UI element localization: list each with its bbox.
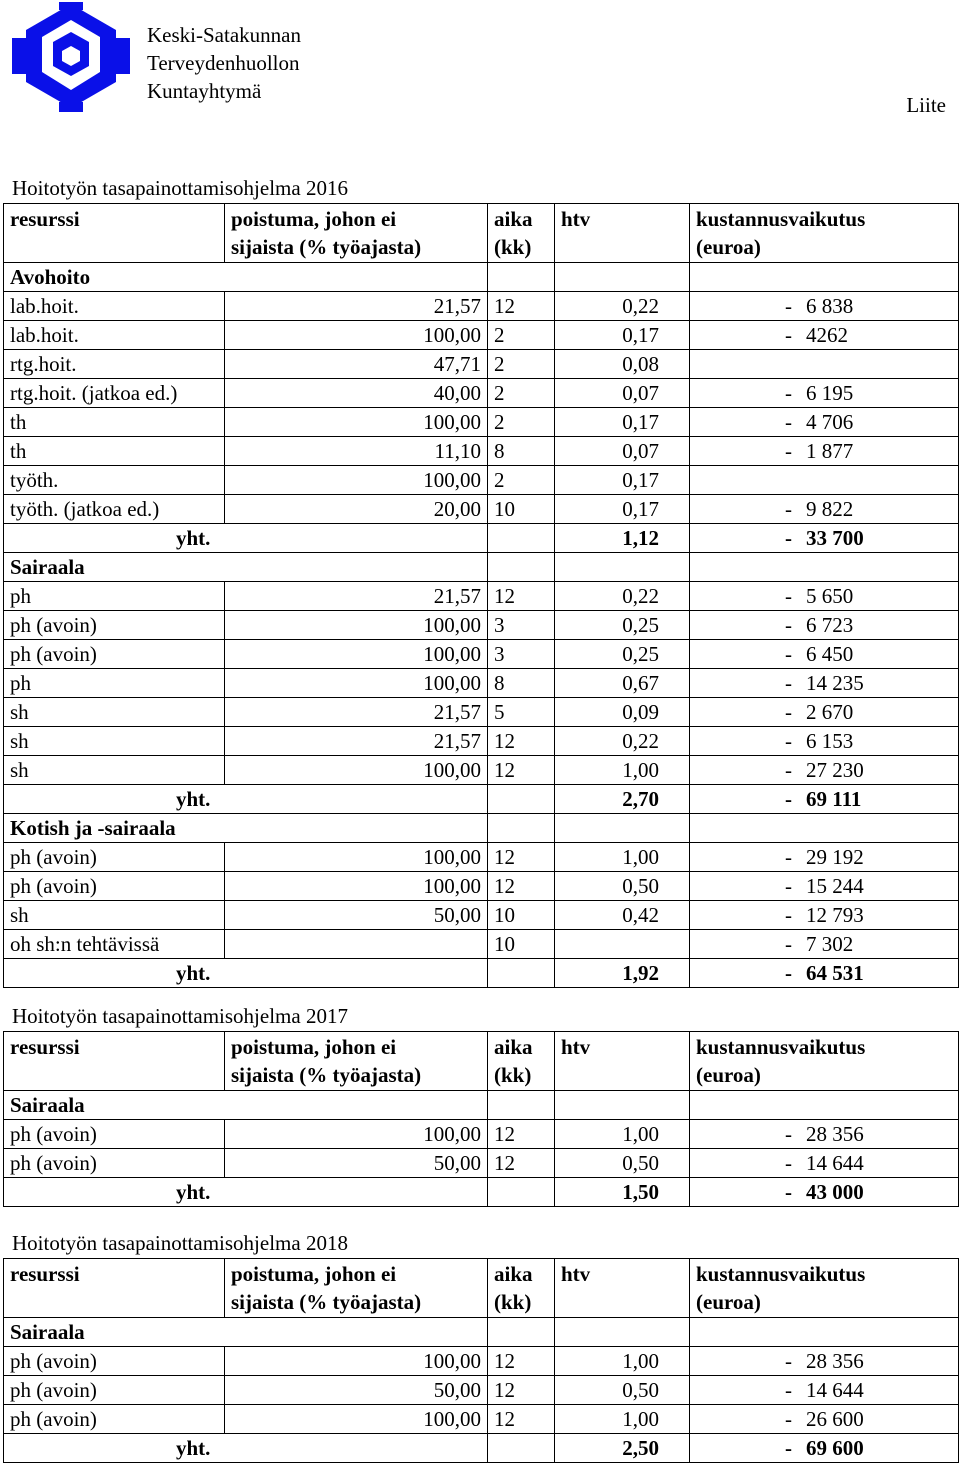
absence-pct-cell: 100,00 [225, 1347, 488, 1376]
group-row [4, 1318, 959, 1347]
cost-cell [690, 1434, 959, 1463]
resource-cell: th [4, 437, 225, 466]
cost-sign: - [785, 1180, 792, 1204]
empty-cell [488, 1434, 555, 1463]
table-row [4, 872, 959, 901]
absence-pct-cell: 100,00 [225, 756, 488, 785]
cost-cell [690, 582, 959, 611]
resource-cell: sh [4, 901, 225, 930]
cost-amount: 6 450 [806, 642, 854, 666]
absence-pct-cell: 47,71 [225, 350, 488, 379]
cost-cell [690, 669, 959, 698]
table-row [4, 1405, 959, 1434]
cost-amount: 69 111 [806, 787, 862, 811]
resource-cell: rtg.hoit. [4, 350, 225, 379]
cost-amount: 6 153 [806, 729, 854, 753]
cost-cell [690, 1178, 959, 1207]
total-label: yht. [4, 524, 488, 553]
cost-amount: 26 600 [806, 1407, 864, 1431]
months-cell: 10 [488, 930, 555, 959]
cost-cell [690, 495, 959, 524]
header-resource: resurssi [4, 1259, 225, 1318]
resource-cell: lab.hoit. [4, 321, 225, 350]
resource-cell: sh [4, 698, 225, 727]
cost-cell [690, 466, 959, 495]
htv-cell: 1,00 [555, 1405, 690, 1434]
cost-sign: - [785, 410, 792, 434]
cost-cell [690, 321, 959, 350]
cost-cell [690, 727, 959, 756]
cost-amount: 6 838 [806, 294, 854, 318]
months-cell: 12 [488, 1149, 555, 1178]
section-title: Hoitotyön tasapainottamisohjelma 2017 [12, 1004, 348, 1028]
table-row [4, 756, 959, 785]
htv-cell: 0,09 [555, 698, 690, 727]
cost-table [3, 1258, 959, 1463]
resource-cell: ph (avoin) [4, 1405, 225, 1434]
group-row [4, 263, 959, 292]
absence-pct-cell: 100,00 [225, 872, 488, 901]
absence-pct-cell: 21,57 [225, 582, 488, 611]
empty-cell [690, 553, 959, 582]
cost-cell [690, 959, 959, 988]
resource-cell: sh [4, 756, 225, 785]
months-cell: 8 [488, 669, 555, 698]
empty-cell [555, 1091, 690, 1120]
table-row [4, 901, 959, 930]
htv-cell: 0,07 [555, 437, 690, 466]
cost-cell [690, 408, 959, 437]
total-label: yht. [4, 1434, 488, 1463]
cost-amount: 14 235 [806, 671, 864, 695]
months-cell: 10 [488, 495, 555, 524]
total-htv: 2,70 [555, 785, 690, 814]
cost-cell [690, 1347, 959, 1376]
total-htv: 1,50 [555, 1178, 690, 1207]
cost-cell [690, 930, 959, 959]
resource-cell: työth. [4, 466, 225, 495]
absence-pct-cell: 100,00 [225, 669, 488, 698]
months-cell: 3 [488, 611, 555, 640]
header-cost: kustannusvaikutus (euroa) [690, 1032, 959, 1091]
months-cell: 12 [488, 1120, 555, 1149]
empty-cell [690, 263, 959, 292]
cost-sign: - [785, 961, 792, 985]
htv-cell: 0,25 [555, 640, 690, 669]
cost-sign: - [785, 903, 792, 927]
months-cell: 12 [488, 1347, 555, 1376]
cost-amount: 64 531 [806, 961, 864, 985]
cost-amount: 27 230 [806, 758, 864, 782]
empty-cell [488, 1318, 555, 1347]
empty-cell [555, 814, 690, 843]
total-row [4, 785, 959, 814]
htv-cell [555, 930, 690, 959]
resource-cell: ph (avoin) [4, 872, 225, 901]
htv-cell: 0,17 [555, 495, 690, 524]
cost-sign: - [785, 787, 792, 811]
cost-cell [690, 437, 959, 466]
htv-cell: 0,17 [555, 321, 690, 350]
absence-pct-cell: 50,00 [225, 1149, 488, 1178]
absence-pct-cell: 100,00 [225, 640, 488, 669]
cost-amount: 4262 [806, 323, 848, 347]
table-row [4, 379, 959, 408]
header-absence: poistuma, johon ei sijaista (% työajasta) [225, 1259, 488, 1318]
htv-cell: 0,67 [555, 669, 690, 698]
cost-amount: 6 723 [806, 613, 854, 637]
cost-cell [690, 901, 959, 930]
header-time: aika (kk) [488, 1259, 555, 1318]
table-row [4, 321, 959, 350]
cost-sign: - [785, 1436, 792, 1460]
cost-amount: 29 192 [806, 845, 864, 869]
table-row [4, 843, 959, 872]
total-htv: 2,50 [555, 1434, 690, 1463]
org-line-1: Keski-Satakunnan [147, 23, 301, 47]
empty-cell [488, 959, 555, 988]
months-cell: 12 [488, 756, 555, 785]
months-cell: 2 [488, 408, 555, 437]
header-absence: poistuma, johon ei sijaista (% työajasta) [225, 1032, 488, 1091]
cost-amount: 9 822 [806, 497, 854, 521]
cost-sign: - [785, 1349, 792, 1373]
resource-cell: ph [4, 669, 225, 698]
table-row [4, 930, 959, 959]
total-row [4, 524, 959, 553]
absence-pct-cell: 50,00 [225, 1376, 488, 1405]
table-header [4, 1032, 959, 1091]
months-cell: 12 [488, 1376, 555, 1405]
htv-cell: 0,42 [555, 901, 690, 930]
cost-sign: - [785, 874, 792, 898]
cost-amount: 6 195 [806, 381, 854, 405]
cost-sign: - [785, 1151, 792, 1175]
table-row [4, 727, 959, 756]
header-absence: poistuma, johon ei sijaista (% työajasta) [225, 204, 488, 263]
resource-cell: ph [4, 582, 225, 611]
table-row [4, 1149, 959, 1178]
htv-cell: 0,17 [555, 466, 690, 495]
cost-cell [690, 872, 959, 901]
months-cell: 2 [488, 321, 555, 350]
htv-cell: 0,50 [555, 1149, 690, 1178]
cost-cell [690, 843, 959, 872]
resource-cell: ph (avoin) [4, 1149, 225, 1178]
cost-amount: 43 000 [806, 1180, 864, 1204]
group-name: Sairaala [4, 1318, 488, 1347]
table-row [4, 408, 959, 437]
header-cost: kustannusvaikutus (euroa) [690, 204, 959, 263]
cost-amount: 28 356 [806, 1349, 864, 1373]
cost-amount: 5 650 [806, 584, 854, 608]
cost-sign: - [785, 381, 792, 405]
resource-cell: sh [4, 727, 225, 756]
absence-pct-cell: 100,00 [225, 611, 488, 640]
empty-cell [555, 553, 690, 582]
table-row [4, 1376, 959, 1405]
htv-cell: 0,22 [555, 292, 690, 321]
table-row [4, 437, 959, 466]
header-htv: htv [555, 204, 690, 263]
cost-amount: 15 244 [806, 874, 864, 898]
cost-sign: - [785, 671, 792, 695]
absence-pct-cell: 100,00 [225, 466, 488, 495]
cost-amount: 33 700 [806, 526, 864, 550]
resource-cell: rtg.hoit. (jatkoa ed.) [4, 379, 225, 408]
table-row [4, 1347, 959, 1376]
absence-pct-cell: 100,00 [225, 408, 488, 437]
cost-amount: 2 670 [806, 700, 854, 724]
cost-sign: - [785, 1407, 792, 1431]
header-time: aika (kk) [488, 1032, 555, 1091]
cost-sign: - [785, 497, 792, 521]
resource-cell: ph (avoin) [4, 843, 225, 872]
resource-cell: ph (avoin) [4, 611, 225, 640]
absence-pct-cell: 100,00 [225, 1120, 488, 1149]
table-header [4, 204, 959, 263]
cost-cell [690, 611, 959, 640]
total-row [4, 1434, 959, 1463]
cost-amount: 14 644 [806, 1378, 864, 1402]
empty-cell [488, 785, 555, 814]
months-cell: 5 [488, 698, 555, 727]
table-row [4, 466, 959, 495]
resource-cell: lab.hoit. [4, 292, 225, 321]
absence-pct-cell [225, 930, 488, 959]
table-row [4, 292, 959, 321]
absence-pct-cell: 40,00 [225, 379, 488, 408]
table-header [4, 1259, 959, 1318]
htv-cell: 0,07 [555, 379, 690, 408]
htv-cell: 1,00 [555, 1347, 690, 1376]
cost-sign: - [785, 613, 792, 637]
empty-cell [488, 1091, 555, 1120]
cost-sign: - [785, 526, 792, 550]
absence-pct-cell: 100,00 [225, 321, 488, 350]
table-row [4, 495, 959, 524]
resource-cell: ph (avoin) [4, 640, 225, 669]
cost-amount: 7 302 [806, 932, 854, 956]
cost-amount: 1 877 [806, 439, 854, 463]
months-cell: 10 [488, 901, 555, 930]
total-row [4, 1178, 959, 1207]
cost-table [3, 203, 959, 988]
cost-sign: - [785, 323, 792, 347]
htv-cell: 0,22 [555, 582, 690, 611]
cost-sign: - [785, 584, 792, 608]
section-title: Hoitotyön tasapainottamisohjelma 2018 [12, 1231, 348, 1255]
cost-table [3, 1031, 959, 1207]
htv-cell: 1,00 [555, 756, 690, 785]
empty-cell [488, 814, 555, 843]
cost-cell [690, 524, 959, 553]
htv-cell: 1,00 [555, 1120, 690, 1149]
months-cell: 12 [488, 843, 555, 872]
organization-logo [12, 2, 130, 112]
htv-cell: 0,08 [555, 350, 690, 379]
organization-name [147, 21, 301, 105]
cost-cell [690, 698, 959, 727]
table-row [4, 1120, 959, 1149]
cost-sign: - [785, 729, 792, 753]
group-row [4, 1091, 959, 1120]
absence-pct-cell: 100,00 [225, 843, 488, 872]
cost-amount: 14 644 [806, 1151, 864, 1175]
absence-pct-cell: 21,57 [225, 727, 488, 756]
empty-cell [690, 1091, 959, 1120]
months-cell: 12 [488, 872, 555, 901]
total-label: yht. [4, 959, 488, 988]
resource-cell: ph (avoin) [4, 1347, 225, 1376]
absence-pct-cell: 11,10 [225, 437, 488, 466]
htv-cell: 1,00 [555, 843, 690, 872]
cost-cell [690, 379, 959, 408]
cost-amount: 12 793 [806, 903, 864, 927]
header-htv: htv [555, 1032, 690, 1091]
header-resource: resurssi [4, 1032, 225, 1091]
months-cell: 12 [488, 1405, 555, 1434]
months-cell: 2 [488, 350, 555, 379]
absence-pct-cell: 50,00 [225, 901, 488, 930]
group-name: Avohoito [4, 263, 488, 292]
absence-pct-cell: 100,00 [225, 1405, 488, 1434]
section-title: Hoitotyön tasapainottamisohjelma 2016 [12, 176, 348, 200]
absence-pct-cell: 20,00 [225, 495, 488, 524]
htv-cell: 0,50 [555, 872, 690, 901]
cost-sign: - [785, 1122, 792, 1146]
months-cell: 2 [488, 466, 555, 495]
cost-sign: - [785, 1378, 792, 1402]
resource-cell: työth. (jatkoa ed.) [4, 495, 225, 524]
group-name: Kotish ja -sairaala [4, 814, 488, 843]
cost-cell [690, 1149, 959, 1178]
table-row [4, 611, 959, 640]
absence-pct-cell: 21,57 [225, 292, 488, 321]
empty-cell [555, 1318, 690, 1347]
resource-cell: th [4, 408, 225, 437]
table-row [4, 669, 959, 698]
group-row [4, 814, 959, 843]
total-label: yht. [4, 1178, 488, 1207]
attachment-label: Liite [906, 93, 946, 117]
htv-cell: 0,25 [555, 611, 690, 640]
empty-cell [488, 524, 555, 553]
total-label: yht. [4, 785, 488, 814]
cost-sign: - [785, 758, 792, 782]
cost-amount: 69 600 [806, 1436, 864, 1460]
cost-cell [690, 756, 959, 785]
header-time: aika (kk) [488, 204, 555, 263]
total-htv: 1,92 [555, 959, 690, 988]
empty-cell [555, 263, 690, 292]
cost-sign: - [785, 932, 792, 956]
cost-amount: 4 706 [806, 410, 854, 434]
org-line-3: Kuntayhtymä [147, 79, 262, 103]
months-cell: 2 [488, 379, 555, 408]
empty-cell [690, 1318, 959, 1347]
months-cell: 12 [488, 727, 555, 756]
group-row [4, 553, 959, 582]
header-cost: kustannusvaikutus (euroa) [690, 1259, 959, 1318]
table-row [4, 582, 959, 611]
htv-cell: 0,22 [555, 727, 690, 756]
months-cell: 12 [488, 582, 555, 611]
resource-cell: ph (avoin) [4, 1120, 225, 1149]
cost-cell [690, 1120, 959, 1149]
group-name: Sairaala [4, 553, 488, 582]
cost-sign: - [785, 294, 792, 318]
cost-cell [690, 1405, 959, 1434]
cost-cell [690, 1376, 959, 1405]
htv-cell: 0,17 [555, 408, 690, 437]
months-cell: 3 [488, 640, 555, 669]
cost-sign: - [785, 700, 792, 724]
cost-cell [690, 640, 959, 669]
cost-sign: - [785, 642, 792, 666]
cost-sign: - [785, 439, 792, 463]
cost-sign: - [785, 845, 792, 869]
empty-cell [488, 1178, 555, 1207]
cost-cell [690, 292, 959, 321]
resource-cell: oh sh:n tehtävissä [4, 930, 225, 959]
header-resource: resurssi [4, 204, 225, 263]
group-name: Sairaala [4, 1091, 488, 1120]
cost-cell [690, 785, 959, 814]
cost-amount: 28 356 [806, 1122, 864, 1146]
resource-cell: ph (avoin) [4, 1376, 225, 1405]
empty-cell [690, 814, 959, 843]
empty-cell [488, 553, 555, 582]
months-cell: 12 [488, 292, 555, 321]
empty-cell [488, 263, 555, 292]
absence-pct-cell: 21,57 [225, 698, 488, 727]
table-row [4, 350, 959, 379]
cost-cell [690, 350, 959, 379]
months-cell: 8 [488, 437, 555, 466]
table-row [4, 698, 959, 727]
total-htv: 1,12 [555, 524, 690, 553]
total-row [4, 959, 959, 988]
header-htv: htv [555, 1259, 690, 1318]
org-line-2: Terveydenhuollon [147, 51, 300, 75]
htv-cell: 0,50 [555, 1376, 690, 1405]
table-row [4, 640, 959, 669]
